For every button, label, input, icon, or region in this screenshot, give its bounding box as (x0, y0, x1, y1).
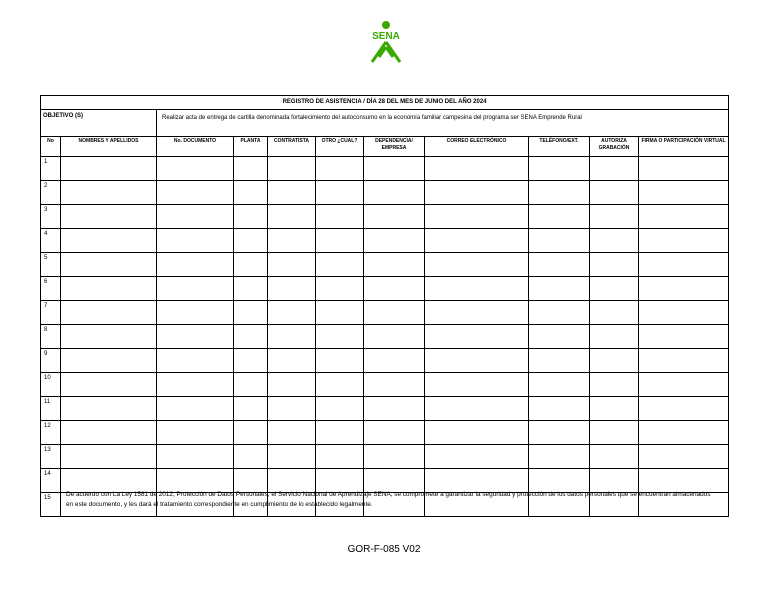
table-cell[interactable] (157, 181, 234, 205)
table-cell[interactable] (425, 277, 529, 301)
table-cell[interactable] (234, 157, 268, 181)
table-cell[interactable] (268, 277, 316, 301)
table-cell[interactable] (425, 157, 529, 181)
table-cell[interactable] (316, 301, 364, 325)
col-header-telefono: TELÉFONO/EXT. (529, 137, 590, 157)
col-header-names: NOMBRES Y APELLIDOS (61, 137, 157, 157)
table-cell[interactable] (234, 397, 268, 421)
row-number: 11 (41, 397, 61, 421)
table-cell[interactable] (529, 349, 590, 373)
table-cell[interactable] (157, 445, 234, 469)
table-cell[interactable] (157, 229, 234, 253)
table-cell[interactable] (234, 469, 268, 493)
table-cell[interactable] (364, 397, 425, 421)
table-cell[interactable] (234, 181, 268, 205)
table-cell[interactable] (425, 301, 529, 325)
table-cell[interactable] (268, 229, 316, 253)
col-header-dependencia: DEPENDENCIA/ EMPRESA (364, 137, 425, 157)
table-cell[interactable] (316, 229, 364, 253)
table-row (41, 469, 729, 493)
table-cell[interactable] (316, 373, 364, 397)
table-cell[interactable] (234, 205, 268, 229)
col-header-no: No (41, 137, 61, 157)
col-header-correo: CORREO ELECTRÓNICO (425, 137, 529, 157)
table-row (41, 421, 729, 445)
table-cell[interactable] (234, 445, 268, 469)
table-cell[interactable] (61, 277, 157, 301)
table-cell[interactable] (590, 181, 639, 205)
table-cell[interactable] (157, 277, 234, 301)
table-cell[interactable] (268, 397, 316, 421)
row-number: 12 (41, 421, 61, 445)
table-row (41, 373, 729, 397)
row-number: 13 (41, 445, 61, 469)
table-cell[interactable] (157, 421, 234, 445)
row-number: 4 (41, 229, 61, 253)
table-cell[interactable] (639, 421, 729, 445)
table-row (41, 325, 729, 349)
table-cell[interactable] (639, 277, 729, 301)
table-cell[interactable] (590, 325, 639, 349)
table-cell[interactable] (529, 325, 590, 349)
table-row (41, 229, 729, 253)
row-number: 6 (41, 277, 61, 301)
table-row (41, 205, 729, 229)
table-cell[interactable] (590, 229, 639, 253)
table-cell[interactable] (234, 325, 268, 349)
table-cell[interactable] (364, 349, 425, 373)
table-cell[interactable] (61, 325, 157, 349)
table-cell[interactable] (529, 421, 590, 445)
table-cell[interactable] (61, 157, 157, 181)
table-header (41, 137, 729, 157)
table-cell[interactable] (234, 301, 268, 325)
table-cell[interactable] (364, 445, 425, 469)
table-cell[interactable] (316, 349, 364, 373)
logo-head (382, 21, 390, 29)
table-cell[interactable] (234, 229, 268, 253)
table-cell[interactable] (364, 373, 425, 397)
table-cell[interactable] (639, 445, 729, 469)
table-cell[interactable] (529, 205, 590, 229)
table-cell[interactable] (234, 349, 268, 373)
table-cell[interactable] (529, 301, 590, 325)
table-cell[interactable] (268, 445, 316, 469)
table-cell[interactable] (364, 181, 425, 205)
table-cell[interactable] (529, 229, 590, 253)
table-cell[interactable] (316, 253, 364, 277)
row-number: 14 (41, 469, 61, 493)
row-number: 9 (41, 349, 61, 373)
table-cell[interactable] (425, 229, 529, 253)
table-cell[interactable] (364, 421, 425, 445)
table-cell[interactable] (425, 349, 529, 373)
table-cell[interactable] (157, 397, 234, 421)
table-cell[interactable] (61, 205, 157, 229)
table-row (41, 157, 729, 181)
table-cell[interactable] (529, 157, 590, 181)
table-cell[interactable] (268, 253, 316, 277)
row-number: 7 (41, 301, 61, 325)
table-cell[interactable] (316, 469, 364, 493)
table-cell[interactable] (590, 253, 639, 277)
table-cell[interactable] (157, 349, 234, 373)
table-cell[interactable] (268, 205, 316, 229)
table-cell[interactable] (590, 301, 639, 325)
table-cell[interactable] (639, 205, 729, 229)
table-cell[interactable] (316, 421, 364, 445)
table-cell[interactable] (316, 397, 364, 421)
table-cell[interactable] (590, 421, 639, 445)
table-cell[interactable] (425, 205, 529, 229)
table-cell[interactable] (157, 253, 234, 277)
table-cell[interactable] (61, 469, 157, 493)
table-cell[interactable] (61, 301, 157, 325)
table-cell[interactable] (61, 445, 157, 469)
table-cell[interactable] (234, 253, 268, 277)
table-cell[interactable] (639, 373, 729, 397)
table-cell[interactable] (157, 157, 234, 181)
table-cell[interactable] (316, 205, 364, 229)
table-cell[interactable] (639, 397, 729, 421)
table-cell[interactable] (590, 469, 639, 493)
table-row (41, 445, 729, 469)
table-cell[interactable] (425, 469, 529, 493)
table-cell[interactable] (639, 157, 729, 181)
data-protection-notice: De acuerdo con La Ley 1581 de 2012, Protección de Datos Personales, el Servicio Nacional de Aprendizaje SENA, se compromete a garantizar la seguridad y protección de los datos personales que se encuentran almacenados en este documento, y les dará el tratamiento correspondiente en cumplimiento de lo establecido legalmente. (66, 491, 711, 508)
table-cell[interactable] (590, 373, 639, 397)
table-cell[interactable] (639, 301, 729, 325)
table-cell[interactable] (590, 349, 639, 373)
table-cell[interactable] (590, 397, 639, 421)
table-cell[interactable] (590, 205, 639, 229)
table-cell[interactable] (157, 205, 234, 229)
form-code: GOR-F-085 V02 (347, 544, 421, 555)
attendance-table (40, 95, 729, 517)
table-cell[interactable] (639, 469, 729, 493)
table-row (41, 397, 729, 421)
table-row (41, 301, 729, 325)
col-header-autoriza: AUTORIZA GRABACIÓN (590, 137, 639, 157)
col-header-document: No. DOCUMENTO (157, 137, 234, 157)
row-number: 3 (41, 205, 61, 229)
row-number: 8 (41, 325, 61, 349)
table-cell[interactable] (639, 181, 729, 205)
table-cell[interactable] (425, 253, 529, 277)
table-cell[interactable] (61, 373, 157, 397)
table-cell[interactable] (425, 445, 529, 469)
table-cell[interactable] (268, 349, 316, 373)
table-cell[interactable] (268, 421, 316, 445)
table-cell[interactable] (364, 325, 425, 349)
table-cell[interactable] (529, 397, 590, 421)
table-cell[interactable] (316, 325, 364, 349)
table-cell[interactable] (529, 253, 590, 277)
table-cell[interactable] (425, 421, 529, 445)
row-number: 10 (41, 373, 61, 397)
table-cell[interactable] (234, 277, 268, 301)
table-cell[interactable] (639, 229, 729, 253)
table-cell[interactable] (61, 253, 157, 277)
table-cell[interactable] (157, 301, 234, 325)
table-cell[interactable] (61, 421, 157, 445)
table-cell[interactable] (316, 157, 364, 181)
table-cell[interactable] (364, 469, 425, 493)
table-cell[interactable] (316, 445, 364, 469)
row-number: 1 (41, 157, 61, 181)
col-header-contratista: CONTRATISTA (268, 137, 316, 157)
table-row (41, 277, 729, 301)
logo-text: SENA (372, 31, 400, 42)
table-cell[interactable] (639, 253, 729, 277)
table-cell[interactable] (639, 325, 729, 349)
table-cell[interactable] (234, 421, 268, 445)
table-cell[interactable] (590, 445, 639, 469)
table-cell[interactable] (61, 349, 157, 373)
sena-logo (364, 20, 408, 64)
table-cell[interactable] (529, 373, 590, 397)
table-cell[interactable] (61, 229, 157, 253)
table-cell[interactable] (425, 325, 529, 349)
table-cell[interactable] (529, 445, 590, 469)
row-number: 15 (41, 493, 61, 517)
table-cell[interactable] (157, 325, 234, 349)
table-cell[interactable] (268, 301, 316, 325)
col-header-planta: PLANTA (234, 137, 268, 157)
table-cell[interactable] (425, 181, 529, 205)
table-cell[interactable] (364, 205, 425, 229)
table-cell[interactable] (268, 469, 316, 493)
table-cell[interactable] (364, 157, 425, 181)
table-cell[interactable] (529, 277, 590, 301)
table-cell[interactable] (268, 157, 316, 181)
table-row (41, 253, 729, 277)
table-cell[interactable] (425, 397, 529, 421)
table-row (41, 349, 729, 373)
table-row (41, 181, 729, 205)
table-cell[interactable] (157, 469, 234, 493)
table-cell[interactable] (425, 373, 529, 397)
row-number: 5 (41, 253, 61, 277)
objective-label: OBJETIVO (S) (41, 110, 157, 137)
table-cell[interactable] (316, 181, 364, 205)
row-number: 2 (41, 181, 61, 205)
table-cell[interactable] (639, 349, 729, 373)
form-title: REGISTRO DE ASISTENCIA / DÍA 28 DEL MES DE JUNIO DEL AÑO 2024 (41, 96, 729, 110)
table-cell[interactable] (590, 157, 639, 181)
table-body (41, 157, 729, 517)
col-header-otro: OTRO ¿CUAL? (316, 137, 364, 157)
table-cell[interactable] (268, 181, 316, 205)
table-cell[interactable] (268, 325, 316, 349)
table-cell[interactable] (61, 181, 157, 205)
table-cell[interactable] (529, 181, 590, 205)
table-cell[interactable] (364, 277, 425, 301)
table-cell[interactable] (61, 397, 157, 421)
objective-text: Realizar acta de entrega de cartilla denominada fortalecimiento del autoconsumo en la economía familiar campesina del programa ser SENA Emprende Rural (157, 110, 729, 137)
col-header-firma: FIRMA O PARTICIPACIÓN VIRTUAL (639, 137, 729, 157)
table-cell[interactable] (364, 253, 425, 277)
table-cell[interactable] (364, 301, 425, 325)
table-cell[interactable] (529, 469, 590, 493)
table-cell[interactable] (268, 373, 316, 397)
table-cell[interactable] (364, 229, 425, 253)
table-cell[interactable] (316, 277, 364, 301)
table-cell[interactable] (590, 277, 639, 301)
table-cell[interactable] (234, 373, 268, 397)
table-cell[interactable] (157, 373, 234, 397)
